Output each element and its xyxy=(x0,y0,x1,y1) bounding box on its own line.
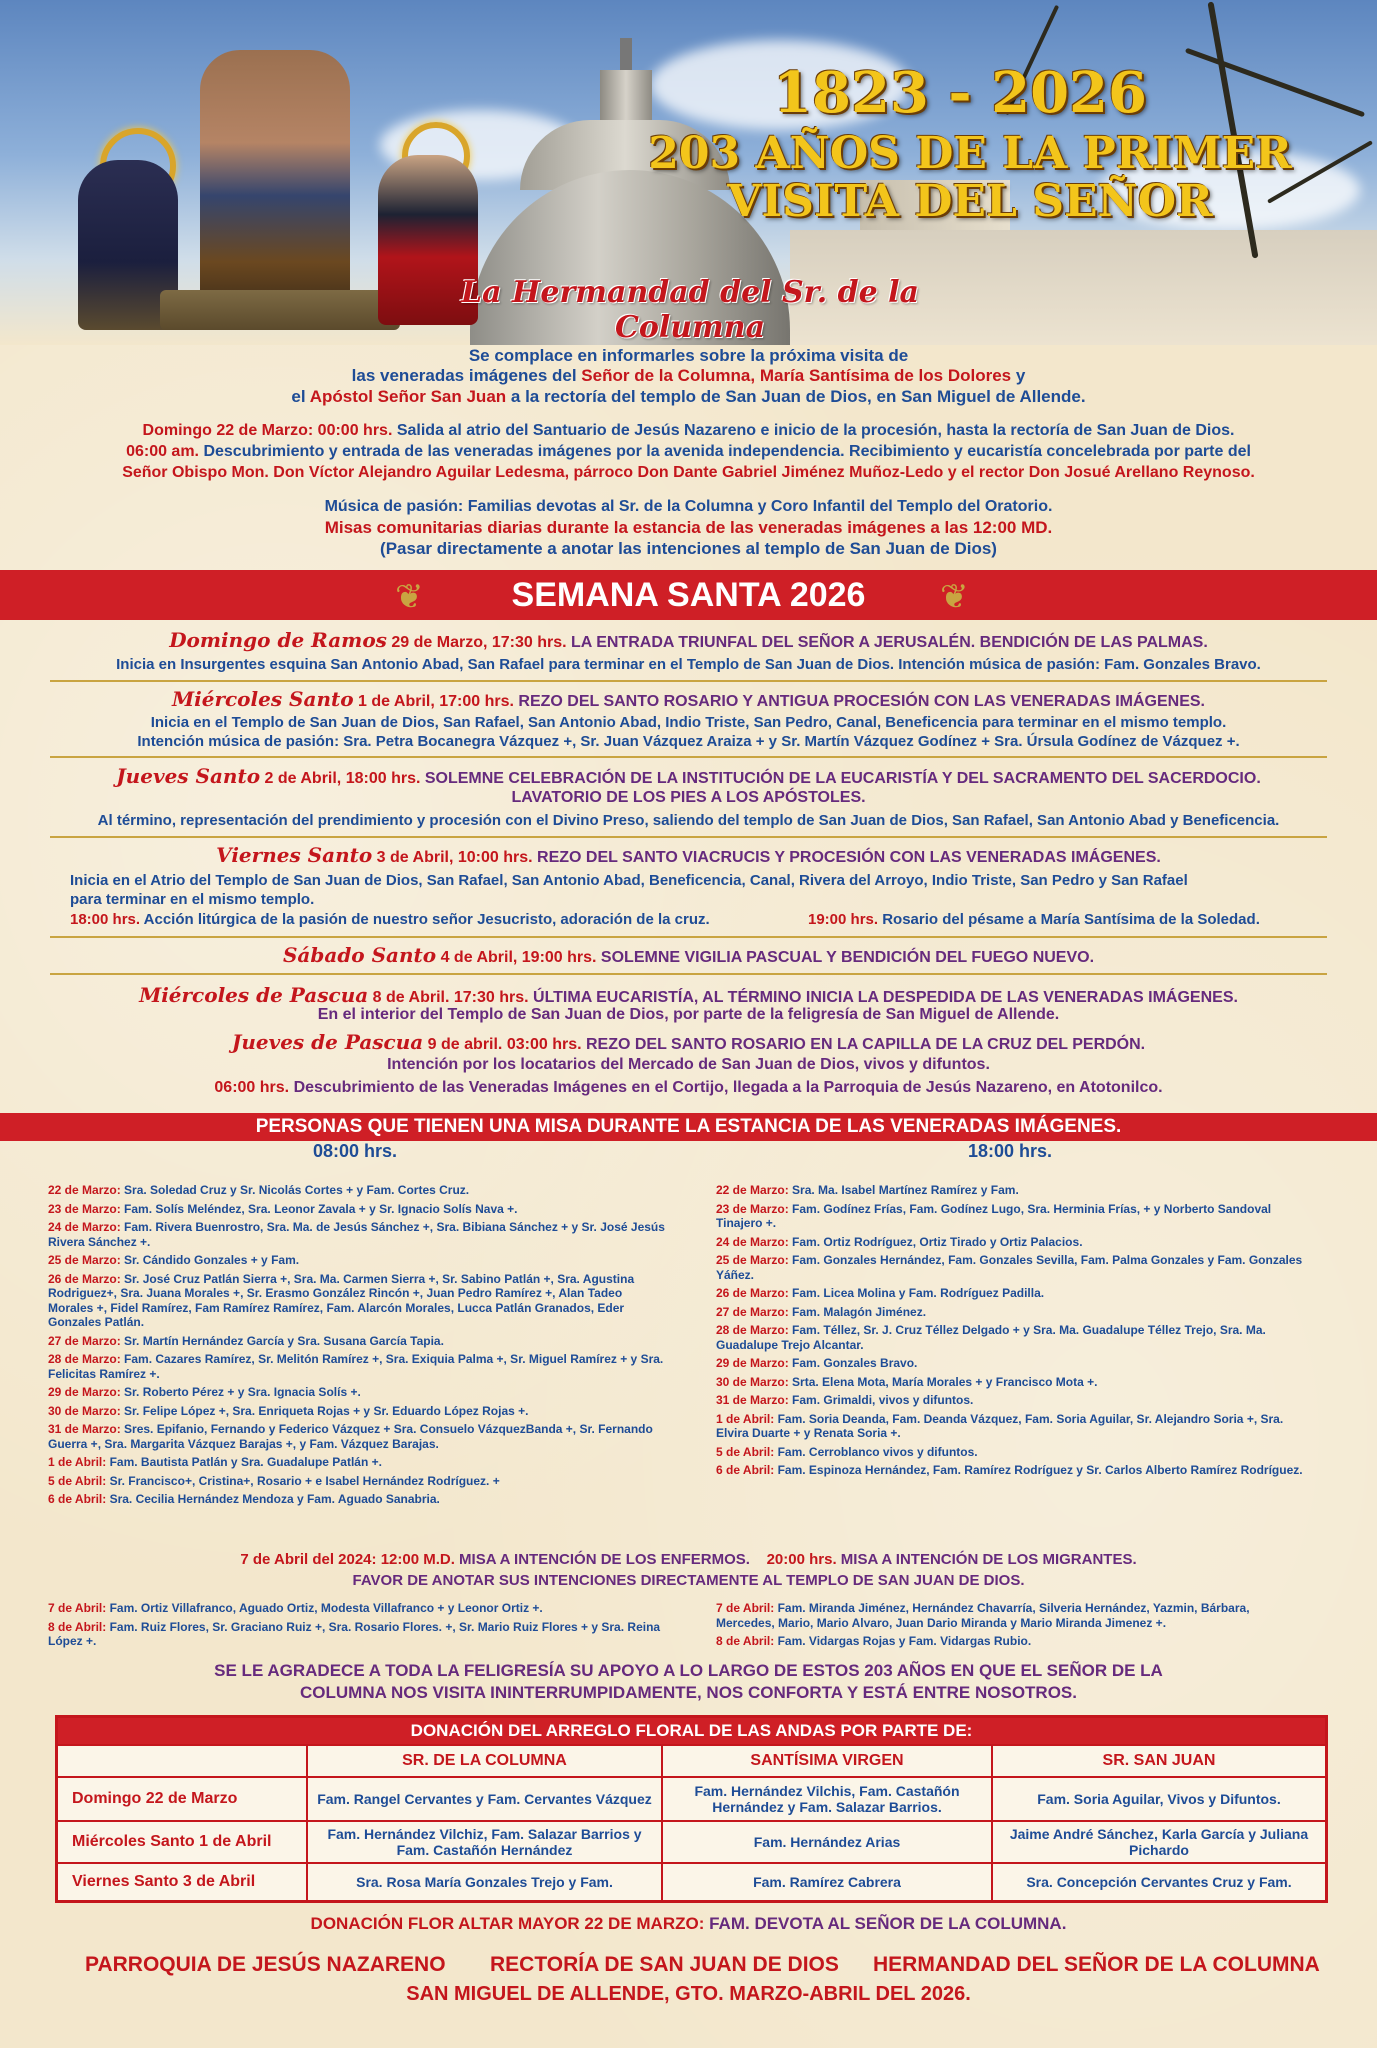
intro-p3: Señor Obispo Mon. Don Víctor Alejandro Aguilar Ledesma, párroco Don Dante Gabriel Jiménez Muñoz-Ledo y el rector Don Josué Arellano Reynoso. xyxy=(122,464,1255,481)
list-item: 6 de Abril: Fam. Espinoza Hernández, Fam. Ramírez Rodríguez y Sr. Carlos Alberto Ramírez Rodríguez. xyxy=(716,1463,1303,1477)
jpascua-time: 06:00 hrs. Descubrimiento de las Veneradas Imágenes en el Cortijo, llegada a la Parroquia de Jesús Nazareno, en Atotonilco. xyxy=(214,1079,1163,1096)
miercoles-line: Miércoles Santo 1 de Abril, 17:00 hrs. REZO DEL SANTO ROSARIO Y ANTIGUA PROCESIÓN CON LAS VENERADAS IMÁGENES. xyxy=(172,687,1205,711)
ramos-line: Domingo de Ramos 29 de Marzo, 17:30 hrs. LA ENTRADA TRIUNFAL DEL SEÑOR A JERUSALÉN. BENDICIÓN DE LAS PALMAS. xyxy=(169,628,1208,652)
list-item: 23 de Marzo: Fam. Solís Meléndez, Sra. Leonor Zavala + y Sr. Ignacio Solís Nava +. xyxy=(48,1201,518,1216)
list-item: 26 de Marzo: Sr. José Cruz Patlán Sierra +, Sra. Ma. Carmen Sierra +, Sr. Sabino Patlán +, Sra. Agustina Rodriguez+, Sra. Juana Morales +, Sr. Erasmo González Rincón +, Juan Pedro Ramírez +, Alan Tadeo Morales +, Fidel Ramírez, Fam Ramírez Ramírez, Fam. Alarcón Morales, Lucca Patlán Granados, Eder Gonzales Patlán. xyxy=(48,1271,635,1329)
list-item: 28 de Marzo: Fam. Téllez, Sr. J. Cruz Téllez Delgado + y Sra. Ma. Guadalupe Téllez Trejo, Sra. Ma. Guadalupe Trejo Alcantar. xyxy=(716,1323,1266,1352)
header-banner xyxy=(0,0,1377,345)
thanks-line1: SE LE AGRADECE A TODA LA FELIGRESÍA SU APOYO A LO LARGO DE ESTOS 203 AÑOS EN QUE EL SEÑOR DE LA xyxy=(214,1661,1163,1680)
misas-band: PERSONAS QUE TIENEN UNA MISA DURANTE LA ESTANCIA DE LAS VENERADAS IMÁGENES. xyxy=(0,1113,1377,1141)
list-item: 31 de Marzo: Sres. Epifanio, Fernando y Federico Vázquez + Sra. Consuelo VázquezBanda +, Sr. Fernando Guerra +, Sra. Margarita Vázquez Barajas +, y Fam. Vázquez Barajas. xyxy=(48,1422,653,1451)
viernes-detail1: Inicia en el Atrio del Templo de San Juan de Dios, San Rafael, San Antonio Abad, Beneficencia, Canal, Rivera del Arroyo, Indio Triste, San Pedro y San Rafael xyxy=(70,872,1188,889)
christ-column-statue xyxy=(200,50,350,315)
list-item: 7 de Abril: Fam. Ortiz Villafranco, Aguado Ortiz, Modesta Villafranco + y Leonor Ortiz +. xyxy=(48,1601,543,1615)
viernes-time1: 18:00 hrs. Acción litúrgica de la pasión de nuestro señor Jesucristo, adoración de la cruz. xyxy=(70,911,710,928)
col-sanjuan: SR. SAN JUAN xyxy=(992,1745,1327,1777)
row-label: Miércoles Santo 1 de Abril xyxy=(57,1821,308,1863)
footer-city: SAN MIGUEL DE ALLENDE, GTO. MARZO-ABRIL DEL 2026. xyxy=(406,1983,971,2005)
viernes-detail2: para terminar en el mismo templo. xyxy=(70,891,315,908)
list-item: 30 de Marzo: Srta. Elena Mota, María Morales + y Francisco Mota +. xyxy=(716,1374,1098,1389)
favor-line: FAVOR DE ANOTAR SUS INTENCIONES DIRECTAMENTE AL TEMPLO DE SAN JUAN DE DIOS. xyxy=(352,1572,1025,1589)
misas-right-list2 xyxy=(716,1601,1308,1653)
mpascua-detail: En el interior del Templo de San Juan de Dios, por parte de la feligresía de San Miguel de Allende. xyxy=(317,1006,1060,1023)
jpascua-line: Jueves de Pascua 9 de abril. 03:00 hrs. REZO DEL SANTO ROSARIO EN LA CAPILLA DE LA CRUZ DEL PERDÓN. xyxy=(231,1030,1146,1054)
sabado-line: Sábado Santo 4 de Abril, 19:00 hrs. SOLEMNE VIGILIA PASCUAL Y BENDICIÓN DEL FUEGO NUEVO. xyxy=(282,943,1095,967)
list-item: 8 de Abril: Fam. Vidargas Rojas y Fam. Vidargas Rubio. xyxy=(716,1634,1032,1648)
col-columna: SR. DE LA COLUMNA xyxy=(307,1745,662,1777)
intro-line3: el Apóstol Señor San Juan a la rectoría del templo de San Juan de Dios, en San Miguel de Allende. xyxy=(291,387,1086,406)
footer-hermandad: HERMANDAD DEL SEÑOR DE LA COLUMNA xyxy=(873,1953,1320,1976)
years-title: 1823 - 2026 xyxy=(773,60,1147,126)
laurel-left-icon: ❦ xyxy=(395,578,424,616)
laurel-right-icon: ❦ xyxy=(940,578,969,616)
musica-line: Música de pasión: Familias devotas al Sr. de la Columna y Coro Infantil del Templo del Oratorio. xyxy=(324,498,1053,515)
anniversary-line1: 203 AÑOS DE LA PRIMER xyxy=(648,128,1292,179)
intro-line1: Se complace en informarles sobre la próxima visita de xyxy=(468,346,909,365)
table-cell: Fam. Hernández Vilchis, Fam. Castañón Hernández y Fam. Salazar Barrios. xyxy=(662,1777,992,1821)
donation-table xyxy=(55,1715,1328,1903)
table-cell: Sra. Concepción Cervantes Cruz y Fam. xyxy=(992,1863,1327,1901)
list-item: 1 de Abril: Fam. Bautista Patlán y Sra. Guadalupe Patlán +. xyxy=(48,1455,382,1469)
list-item: 7 de Abril: Fam. Miranda Jiménez, Hernández Chavarría, Silveria Hernández, Yazmin, Bárbara, Mercedes, Mario, Mario Alvaro, Juan Dario Miranda y Mario Miranda Jimenez +. xyxy=(716,1601,1250,1630)
list-item: 24 de Marzo: Fam. Rivera Buenrostro, Sra. Ma. de Jesús Sánchez +, Sra. Bibiana Sánchez + y Sr. José Jesús Rivera Sánchez +. xyxy=(48,1220,665,1249)
list-item: 8 de Abril: Fam. Ruiz Flores, Sr. Graciano Ruiz +, Sra. Rosario Flores. +, Sr. Mario Ruiz Flores + y Sra. Reina López +. xyxy=(48,1619,661,1648)
footer-parroquia: PARROQUIA DE JESÚS NAZARENO xyxy=(85,1953,446,1976)
semana-santa-band: SEMANA SANTA 2026 xyxy=(0,570,1377,620)
miercoles-detail1: Inicia en el Templo de San Juan de Dios, San Rafael, San Antonio Abad, Indio Triste, San Pedro, Canal, Beneficencia para terminar en el mismo templo. xyxy=(150,714,1227,731)
seven-abril-line: 7 de Abril del 2024: 12:00 M.D. MISA A INTENCIÓN DE LOS ENFERMOS. 20:00 hrs. MISA A INTENCIÓN DE LOS MIGRANTES. xyxy=(240,1551,1137,1568)
thanks-line2: COLUMNA NOS VISITA ININTERRUMPIDAMENTE, NOS CONFORTA Y ESTÁ ENTRE NOSOTROS. xyxy=(300,1683,1077,1702)
table-cell: Fam. Hernández Arias xyxy=(662,1821,992,1863)
hermandad-title: La Hermandad del Sr. de la Columna xyxy=(461,275,919,345)
viernes-time2: 19:00 hrs. Rosario del pésame a María Santísima de la Soledad. xyxy=(808,911,1260,928)
intro-p1: Domingo 22 de Marzo: 00:00 hrs. Salida al atrio del Santuario de Jesús Nazareno e inicio de la procesión, hasta la rectoría de San Juan de Dios. xyxy=(142,422,1235,439)
list-item: 29 de Marzo: Sr. Roberto Pérez + y Sra. Ignacia Solís +. xyxy=(48,1385,361,1399)
misas-left-list xyxy=(48,1183,668,1511)
col-right-head: 18:00 hrs. xyxy=(968,1141,1053,1161)
list-item: 25 de Marzo: Fam. Gonzales Hernández, Fam. Gonzales Sevilla, Fam. Palma Gonzales y Fam. Gonzales Yáñez. xyxy=(716,1253,1303,1282)
ramos-detail: Inicia en Insurgentes esquina San Antonio Abad, San Rafael para terminar en el Templo de San Juan de Dios. Intención música de pasión: Fam. Gonzales Bravo. xyxy=(116,656,1261,673)
donation-title: DONACIÓN DEL ARREGLO FLORAL DE LAS ANDAS POR PARTE DE: xyxy=(57,1717,1327,1746)
table-cell: Fam. Rangel Cervantes y Fam. Cervantes Vázquez xyxy=(307,1777,662,1821)
list-item: 5 de Abril: Fam. Cerroblanco vivos y difuntos. xyxy=(716,1444,978,1459)
list-item: 29 de Marzo: Fam. Gonzales Bravo. xyxy=(716,1356,918,1370)
row-label: Domingo 22 de Marzo xyxy=(57,1777,308,1821)
list-item: 24 de Marzo: Fam. Ortiz Rodríguez, Ortiz Tirado y Ortiz Palacios. xyxy=(716,1234,1083,1249)
list-item: 23 de Marzo: Fam. Godínez Frías, Fam. Godínez Lugo, Sra. Herminia Frías, + y Norberto Sandoval Tinajero +. xyxy=(716,1201,1272,1230)
intro-p2: 06:00 am. Descubrimiento y entrada de las veneradas imágenes por la avenida independencia. Recibimiento y eucaristía concelebrada por parte del xyxy=(126,443,1251,460)
jueves-detail2: Al término, representación del prendimiento y procesión con el Divino Preso, saliendo del templo de San Juan de Dios, San Rafael, San Antonio Abad y Beneficencia. xyxy=(97,812,1280,829)
col-virgen: SANTÍSIMA VIRGEN xyxy=(662,1745,992,1777)
table-cell: Jaime André Sánchez, Karla García y Juliana Pichardo xyxy=(992,1821,1327,1863)
mpascua-line: Miércoles de Pascua 8 de Abril. 17:30 hrs. ÚLTIMA EUCARISTÍA, AL TÉRMINO INICIA LA DESPEDIDA DE LAS VENERADAS IMÁGENES. xyxy=(139,983,1238,1007)
list-item: 5 de Abril: Sr. Francisco+, Cristina+, Rosario + e Isabel Hernández Rodríguez. + xyxy=(48,1473,500,1488)
misas-line2: (Pasar directamente a anotar las intenciones al templo de San Juan de Dios) xyxy=(380,539,997,558)
table-cell: Fam. Hernández Vilchiz, Fam. Salazar Barrios y Fam. Castañón Hernández xyxy=(307,1821,662,1863)
list-item: 27 de Marzo: Fam. Malagón Jiménez. xyxy=(716,1304,927,1319)
list-item: 30 de Marzo: Sr. Felipe López +, Sra. Enriqueta Rojas + y Sr. Eduardo López Rojas +. xyxy=(48,1403,529,1418)
list-item: 25 de Marzo: Sr. Cándido Gonzales + y Fam. xyxy=(48,1253,300,1267)
intro-line2: las veneradas imágenes del Señor de la Columna, María Santísima de los Dolores y xyxy=(351,366,1026,385)
anniversary-line2: VISITA DEL SEÑOR xyxy=(727,176,1213,227)
list-item: 27 de Marzo: Sr. Martín Hernández García y Sra. Susana García Tapia. xyxy=(48,1333,444,1348)
altar-line: DONACIÓN FLOR ALTAR MAYOR 22 DE MARZO: FAM. DEVOTA AL SEÑOR DE LA COLUMNA. xyxy=(310,1914,1067,1933)
list-item: 6 de Abril: Sra. Cecilia Hernández Mendoza y Fam. Aguado Sanabria. xyxy=(48,1492,440,1506)
table-cell: Sra. Rosa María Gonzales Trejo y Fam. xyxy=(307,1863,662,1901)
list-item: 28 de Marzo: Fam. Cazares Ramírez, Sr. Melitón Ramírez +, Sra. Exiquia Palma +, Sr. Miguel Ramírez + y Sra. Felicitas Ramírez +. xyxy=(48,1352,664,1381)
list-item: 22 de Marzo: Sra. Ma. Isabel Martínez Ramírez y Fam. xyxy=(716,1183,1019,1197)
list-item: 22 de Marzo: Sra. Soledad Cruz y Sr. Nicolás Cortes + y Fam. Cortes Cruz. xyxy=(48,1183,470,1197)
misas-line1: Misas comunitarias diarias durante la estancia de las veneradas imágenes a las 12:00 MD. xyxy=(324,518,1053,537)
table-cell: Fam. Ramírez Cabrera xyxy=(662,1863,992,1901)
misas-left-list2 xyxy=(48,1601,668,1653)
jueves-line: Jueves Santo 2 de Abril, 18:00 hrs. SOLEMNE CELEBRACIÓN DE LA INSTITUCIÓN DE LA EUCARISTÍA Y DEL SACRAMENTO DEL SACERDOCIO. xyxy=(116,764,1261,788)
misas-right-list xyxy=(716,1183,1308,1482)
list-item: 26 de Marzo: Fam. Licea Molina y Fam. Rodríguez Padilla. xyxy=(716,1286,1045,1300)
table-cell: Fam. Soria Aguilar, Vivos y Difuntos. xyxy=(992,1777,1327,1821)
jpascua-detail: Intención por los locatarios del Mercado de San Juan de Dios, vivos y difuntos. xyxy=(387,1056,990,1073)
jueves-detail1: LAVATORIO DE LOS PIES A LOS APÓSTOLES. xyxy=(511,789,866,806)
miercoles-detail2: Intención música de pasión: Sra. Petra Bocanegra Vázquez +, Sr. Juan Vázquez Araiza + y Sr. Martín Vázquez Godínez + Sra. Úrsula Godínez de Vázquez +. xyxy=(137,733,1240,750)
viernes-line: Viernes Santo 3 de Abril, 10:00 hrs. REZO DEL SANTO VIACRUCIS Y PROCESIÓN CON LAS VENERADAS IMÁGENES. xyxy=(216,843,1161,867)
list-item: 1 de Abril: Fam. Soria Deanda, Fam. Deanda Vázquez, Fam. Soria Aguilar, Sr. Alejandro Soria +, Sra. Elvira Duarte + y Renata Soria +. xyxy=(716,1411,1284,1440)
list-item: 31 de Marzo: Fam. Grimaldi, vivos y difuntos. xyxy=(716,1393,974,1407)
col-left-head: 08:00 hrs. xyxy=(313,1141,398,1161)
row-label: Viernes Santo 3 de Abril xyxy=(57,1863,308,1901)
footer-rectoria: RECTORÍA DE SAN JUAN DE DIOS xyxy=(490,1953,839,1976)
